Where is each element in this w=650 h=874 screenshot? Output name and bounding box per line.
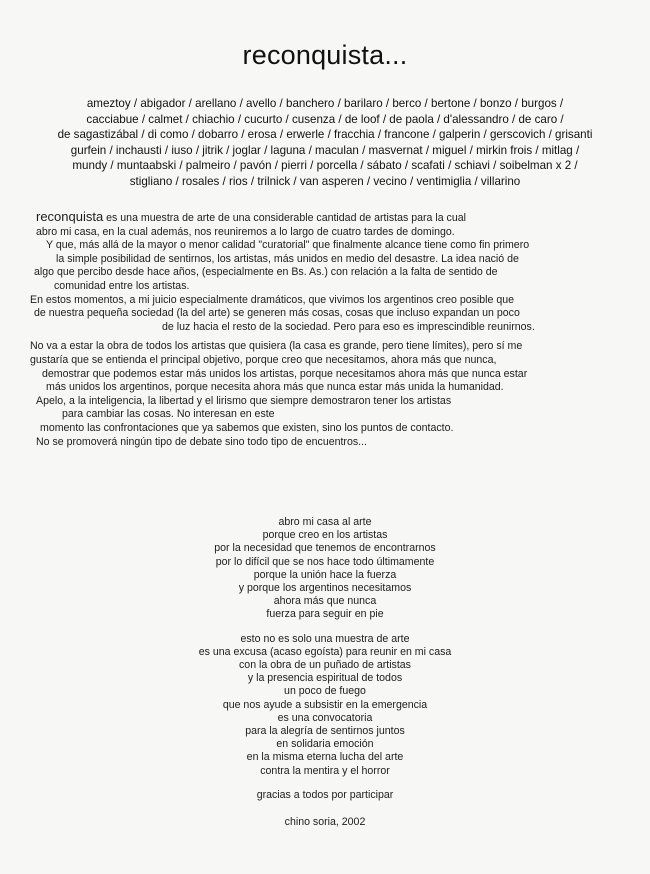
poem-line: por la necesidad que tenemos de encontrarnos (214, 542, 436, 555)
poem-line: en la misma eterna lucha del arte (246, 751, 404, 764)
artist-list-line: de sagastizábal / di como / dobarro / erosa / erwerle / fracchia / francone / galperin / gerscovich / grisanti (57, 128, 593, 141)
statement-line (30, 210, 630, 226)
poem-line: un poco de fuego (284, 685, 366, 698)
artist-list-line: ameztoy / abigador / arellano / avello / banchero / barilaro / berco / bertone / bonzo / burgos / (86, 97, 564, 110)
statement-line: gustaría que se entienda el principal objetivo, porque creo que necesitamos, ahora más que nunca, (30, 353, 497, 366)
statement-line: En estos momentos, a mi juicio especialmente dramáticos, que vivimos los argentinos creo posible que (30, 293, 515, 306)
artist-list-line: stigliano / rosales / rios / trilnick / van asperen / vecino / ventimiglia / villarino (129, 174, 521, 188)
poem-line: es una excusa (acaso egoísta) para reunir en mi casa (198, 645, 452, 658)
poem-line: y porque los argentinos necesitamos (238, 582, 412, 595)
poem-line: es una convocatoria (277, 711, 373, 724)
signature: chino soria, 2002 (284, 816, 366, 828)
statement-line: más unidos los argentinos, porque necesita ahora más que nunca estar más unida la humanidad. (46, 381, 504, 394)
statement-line: No va a estar la obra de todos los artistas que quisiera (la casa es grande, pero tiene límites), pero sí me (30, 340, 523, 353)
page-title: reconquista... (242, 40, 408, 70)
poem-line: que nos ayude a subsistir en la emergencia (222, 698, 428, 711)
artist-list-line: mundy / muntaabski / palmeiro / pavón / pierri / porcella / sábato / scafati / schiavi / soibelman x 2 / (72, 159, 578, 172)
statement-lead-word: reconquista (36, 209, 104, 224)
artist-list-line: cacciabue / calmet / chiachio / cucurto / cusenza / de loof / de paola / d'alessandro / de caro / (86, 112, 564, 126)
statement-line: demostrar que podemos estar más unidos los artistas, porque necesitamos ahora más que nunca estar (42, 367, 528, 380)
poem-line: contra la mentira y el horror (260, 764, 390, 777)
artist-list-line: gurfein / inchausti / iuso / jitrik / joglar / laguna / maculan / masvernat / miguel / mirkin frois / mitlag / (70, 143, 580, 157)
poem-line: en solidaria emoción (276, 738, 374, 751)
statement-line-text: es una muestra de arte de una considerable cantidad de artistas para la cual (103, 212, 466, 224)
statement-line: abro mi casa, en la cual además, nos reuniremos a lo largo de cuatro tardes de domingo. (36, 225, 455, 238)
poem-line: porque la unión hace la fuerza (253, 568, 397, 581)
poem-line: por lo difícil que se nos hace todo últimamente (215, 555, 435, 568)
artist-list (12, 96, 638, 189)
poem-line: porque creo en los artistas (262, 529, 388, 542)
statement-line: No se promoverá ningún tipo de debate sino todo tipo de encuentros... (36, 435, 367, 448)
stanza-gap (0, 622, 650, 633)
poem-line: fuerza para seguir en pie (266, 608, 384, 621)
poem-line: ahora más que nunca (273, 595, 377, 608)
statement-line: la simple posibilidad de sentirnos, los artistas, más unidos en medio del desastre. La idea nació de (56, 252, 519, 265)
closing-line: gracias a todos por participar (256, 789, 394, 801)
poem-line: para la alegría de sentirnos juntos (245, 725, 405, 738)
statement-line: algo que percibo desde hace años, (especialmente en Bs. As.) con relación a la falta de sentido de (34, 266, 498, 279)
statement-line: de luz hacia el resto de la sociedad. Pero para eso es imprescindible reunirnos. (162, 320, 535, 333)
statement-line: Y que, más allá de la mayor o menor calidad "curatorial" que finalmente alcance tiene como fin primero (46, 239, 530, 252)
poem-line: abro mi casa al arte (278, 516, 372, 528)
statement-line: momento las confrontaciones que ya sabemos que existen, sino los puntos de contacto. (40, 421, 454, 434)
statement-line: Apelo, a la inteligencia, la libertad y el lirismo que siempre demostraron tener los artistas (36, 394, 452, 407)
poem-line: esto no es solo una muestra de arte (240, 632, 410, 645)
poem-line: con la obra de un puñado de artistas (239, 659, 411, 672)
statement-text (30, 210, 630, 449)
poem (0, 516, 650, 778)
statement-line: comunidad entre los artistas. (54, 279, 190, 292)
statement-line: de nuestra pequeña sociedad (la del arte) se generen más cosas, cosas que incluso expandan un poco (34, 307, 520, 320)
poem-line: y la presencia espiritual de todos (247, 672, 403, 685)
statement-line: para cambiar las cosas. No interesan en este (62, 408, 275, 421)
